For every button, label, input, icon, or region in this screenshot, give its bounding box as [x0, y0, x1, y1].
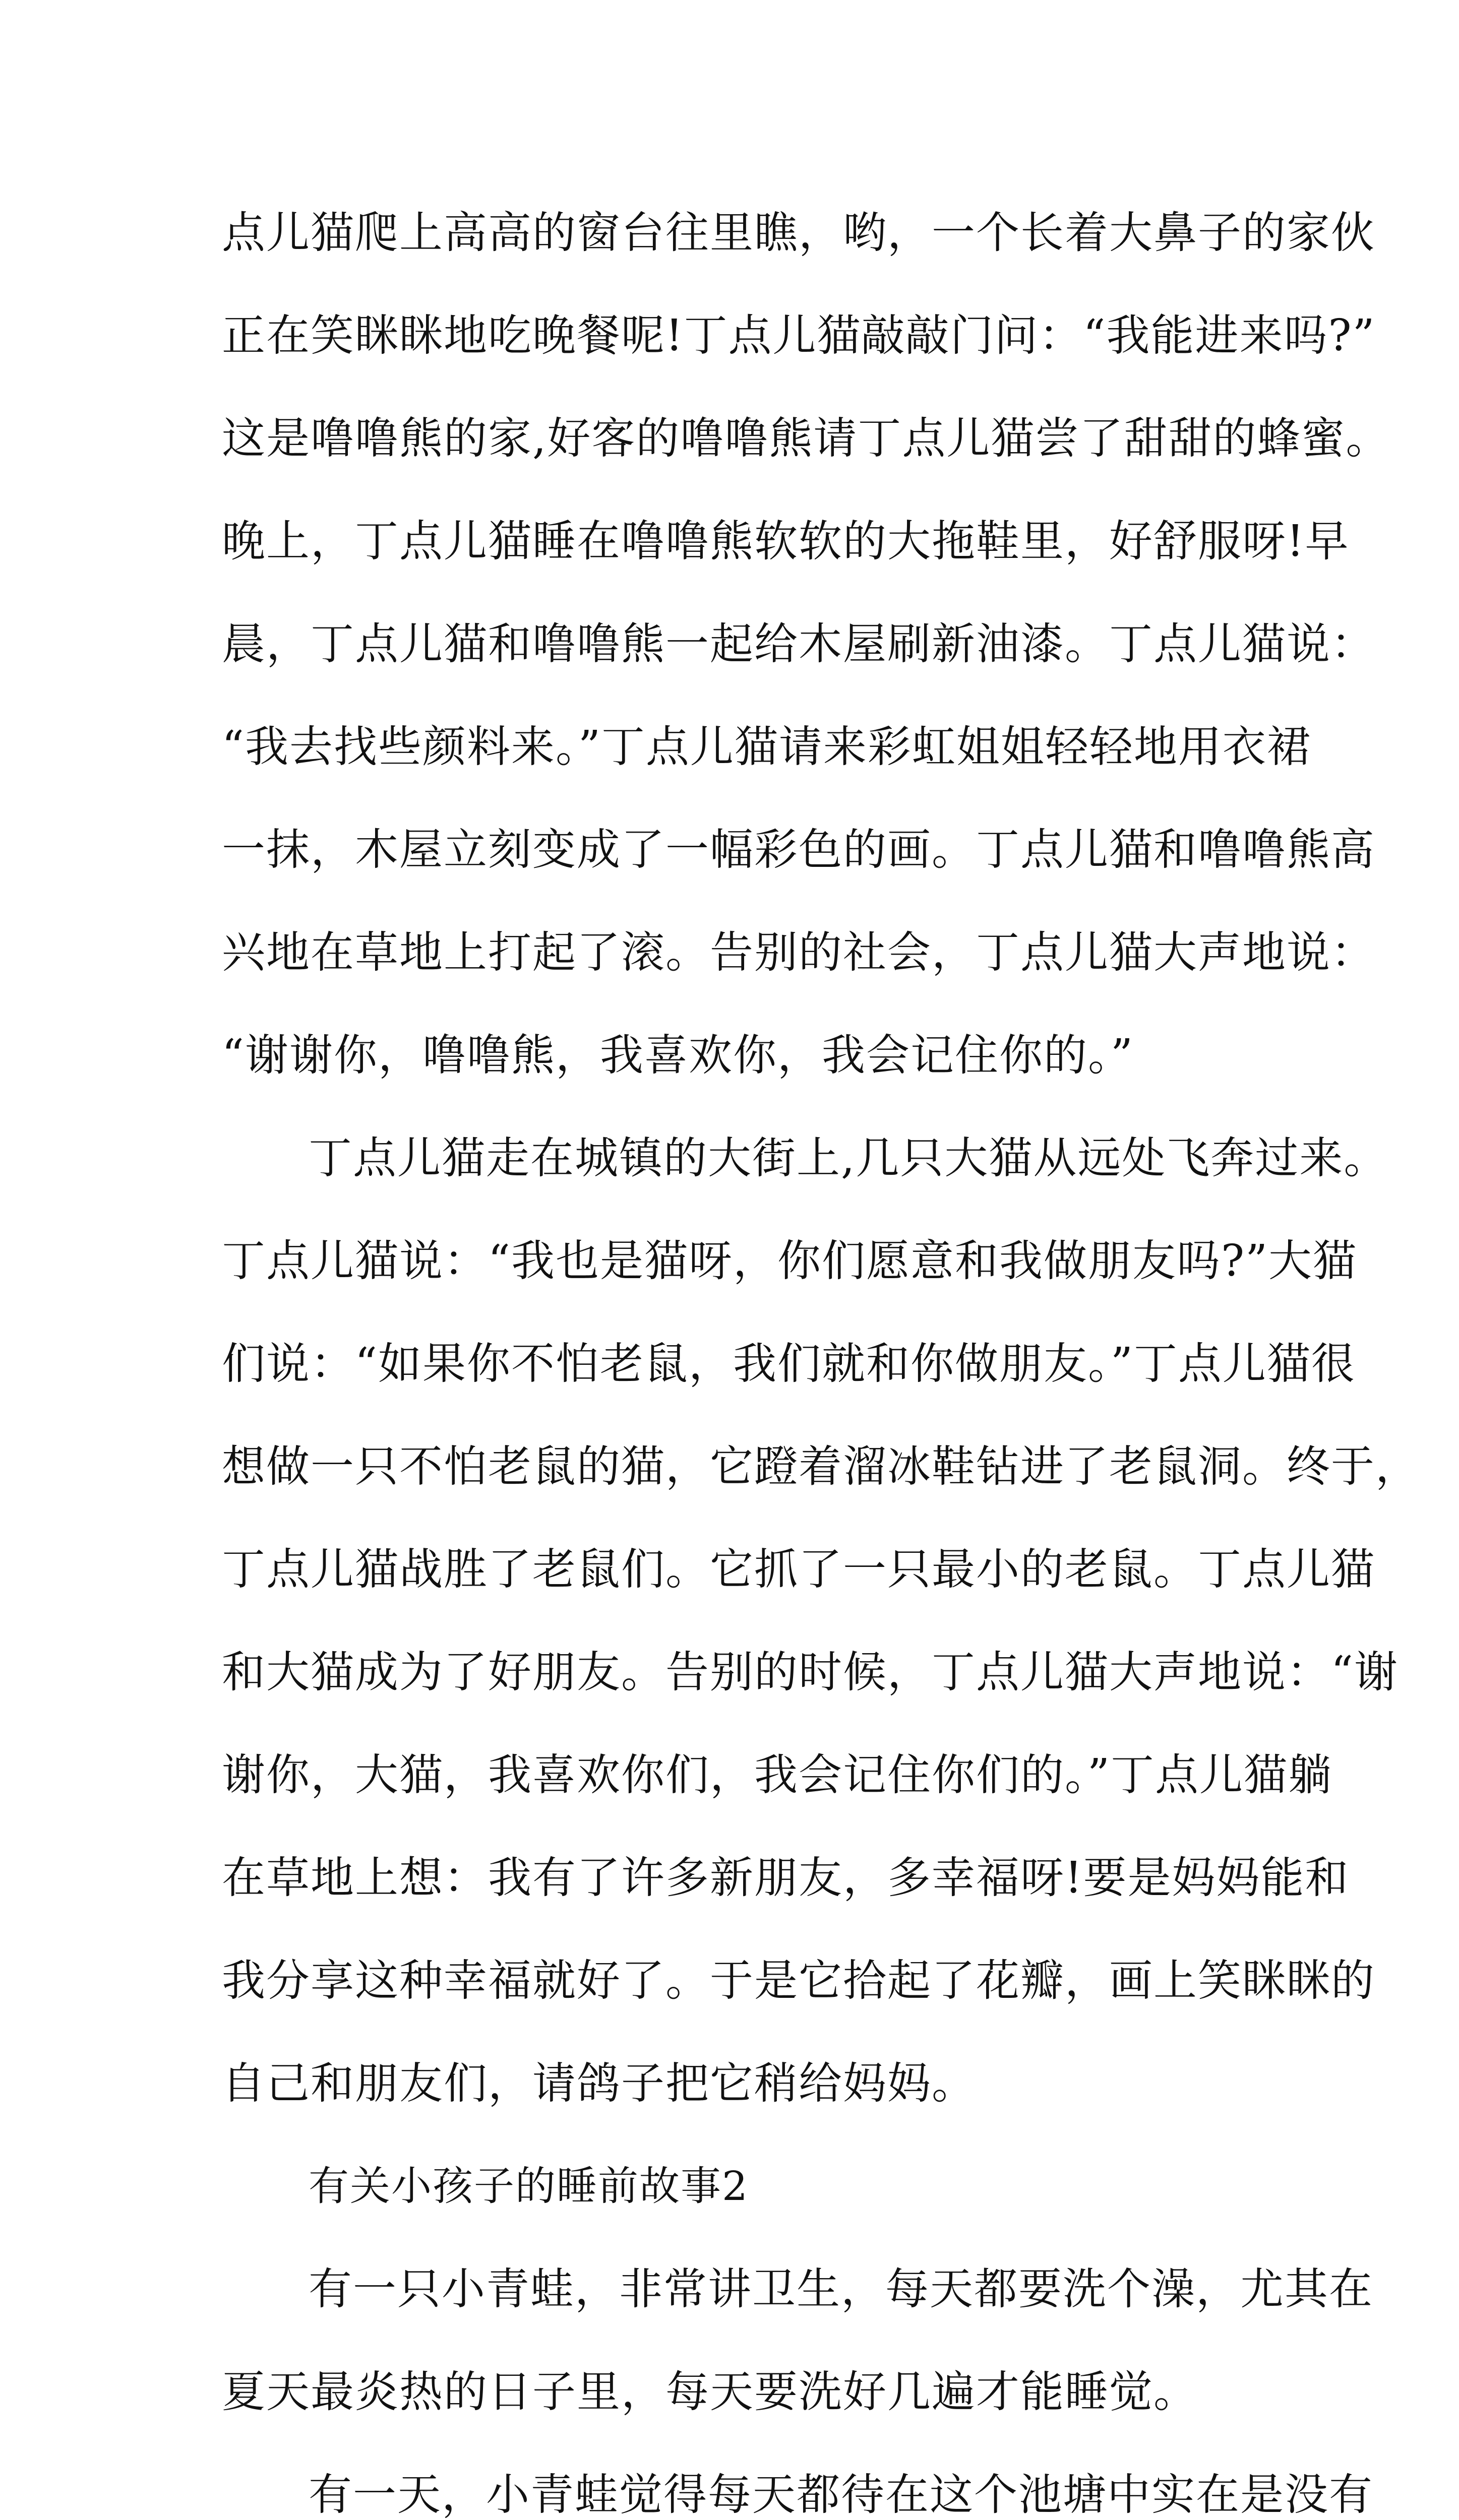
section-heading: 有关小孩子的睡前故事2: [309, 2163, 749, 2210]
text-line: “谢谢你，噜噜熊，我喜欢你，我会记住你的。”: [222, 1030, 1134, 1081]
text-line: 们说：“如果你不怕老鼠，我们就和你做朋友。”丁点儿猫很: [222, 1339, 1356, 1389]
text-line: 自己和朋友们，请鸽子把它稍给妈妈。: [222, 2058, 976, 2109]
text-line: 丁点儿猫战胜了老鼠们。它抓了一只最小的老鼠。丁点儿猫: [222, 1544, 1375, 1595]
paragraph-start-line: 有一天，小青蛙觉得每天都待在这个池塘中实在是没有: [309, 2470, 1373, 2520]
text-line: 正在笑眯眯地吃晚餐呢!丁点儿猫敲敲门问：“我能进来吗?”: [222, 310, 1376, 361]
text-line: 点儿猫爬上高高的窗台往里瞧，哟，一个长着大鼻子的家伙: [222, 208, 1375, 258]
text-line: 晚上，丁点儿猫睡在噜噜熊软软的大拖鞋里，好舒服呀!早: [222, 516, 1350, 566]
text-line: 丁点儿猫说：“我也是猫呀，你们愿意和我做朋友吗?”大猫: [222, 1236, 1358, 1286]
text-line: 这是噜噜熊的家,好客的噜噜熊请丁点儿猫尝了甜甜的蜂蜜。: [222, 413, 1390, 464]
text-line: 和大猫成为了好朋友。告别的时候，丁点儿猫大声地说：“谢: [222, 1647, 1399, 1697]
paragraph-start-line: 丁点儿猫走在城镇的大街上,几只大猫从远处飞奔过来。: [309, 1133, 1388, 1183]
text-line: 在草地上想：我有了许多新朋友，多幸福呀!要是妈妈能和: [222, 1853, 1350, 1903]
text-line: 晨，丁点儿猫和噜噜熊一起给木屋刷新油漆。丁点儿猫说：: [222, 619, 1375, 669]
text-line: 想做一只不怕老鼠的猫，它蹬着溜冰鞋钻进了老鼠洞。终于，: [222, 1441, 1420, 1492]
text-line: “我去找些颜料来。”丁点儿猫请来彩虹姐姐轻轻地用衣裙: [222, 722, 1311, 772]
story-text: [222, 181, 1420, 2520]
paragraph-start-line: 有一只小青蛙，非常讲卫生，每天都要洗个澡，尤其在: [309, 2264, 1373, 2314]
text-line: 夏天最炎热的日子里，每天要洗好几遍才能睡觉。: [222, 2367, 1198, 2417]
text-line: 谢你，大猫，我喜欢你们，我会记住你们的。”丁点儿猫躺: [222, 1750, 1332, 1800]
text-line: 兴地在草地上打起了滚。告别的社会，丁点儿猫大声地说：: [222, 927, 1375, 978]
text-line: 我分享这种幸福就好了。于是它拾起了花瓣，画上笑眯眯的: [222, 1956, 1375, 2006]
text-line: 一抹，木屋立刻变成了一幅彩色的画。丁点儿猫和噜噜熊高: [222, 825, 1375, 875]
